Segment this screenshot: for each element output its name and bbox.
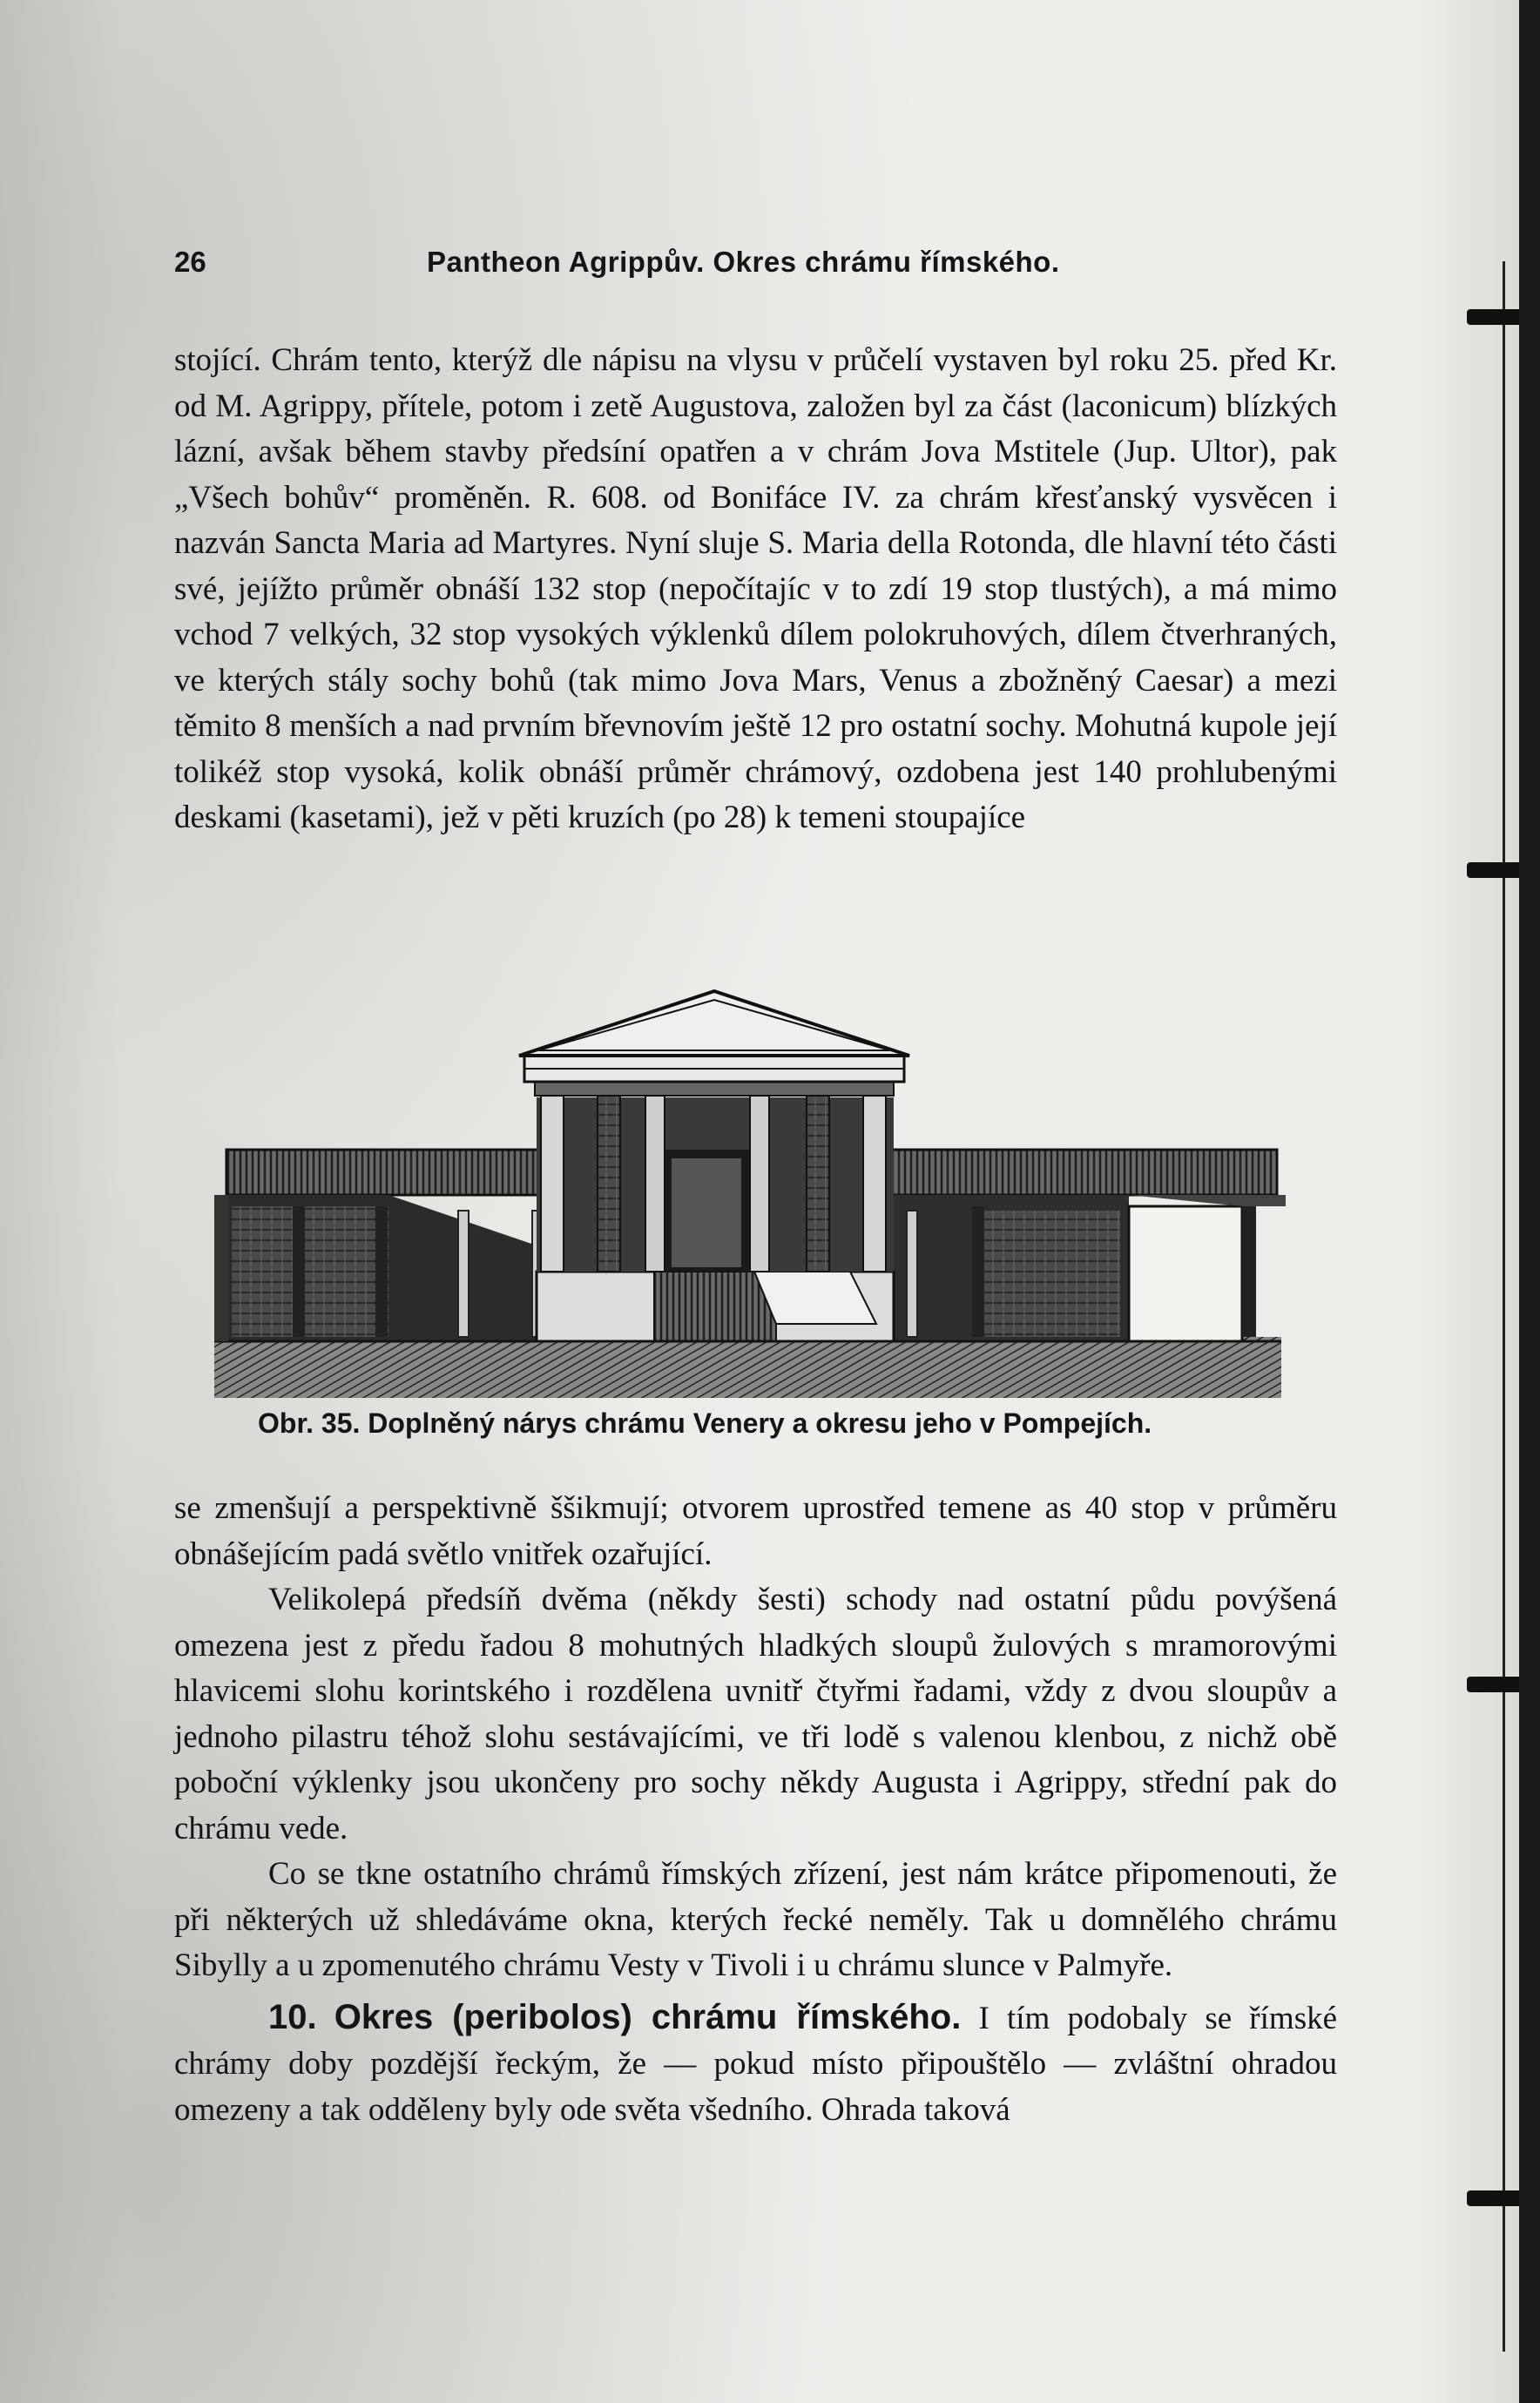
- figure-caption: Obr. 35. Doplněný nárys chrámu Venery a okresu jeho v Pompejích.: [258, 1407, 1152, 1439]
- page-tab-mark: [1467, 862, 1519, 878]
- page-tab-mark: [1467, 2190, 1519, 2206]
- section-text: I tím podobaly se římské chrámy doby pozdější řeckým, že — pokud místo připouštělo — zvláštní ohradou omezeny a tak odděleny byly ode světa všedního. Ohrada taková: [174, 2000, 1338, 2128]
- running-title: Pantheon Agrippův. Okres chrámu římského.: [427, 246, 1060, 278]
- page-header: [174, 246, 1341, 287]
- page-edge-line: [1503, 261, 1505, 2352]
- paragraph: stojící. Chrám tento, kterýž dle nápisu na vlysu v průčelí vystaven byl roku 25. před Kr. od M. Agrippy, přítele, potom i zetě Augustova, založen byl za část (laconicum) blízkých lázní, avšak během stavby předsíní opatřen a v chrám Jova Mstitele (Jup. Ultor), pak „Všech bohův“ proměněn. R. 608. od Bonifáce IV. za chrám křesťanský vysvěcen i nazván Sancta Maria ad Martyres. Nyní sluje S. Maria della Rotonda, dle hlavní této části své, jejížto průměr obnáší 132 stop (nepočítajíc v to zdí 19 stop tlustých), a má mimo vchod 7 velkých, 32 stop vysokých výklenků dílem polokruhových, dílem čtverhraných, ve kterých stály sochy bohů (tak mimo Jova Mars, Venus a zbožněný Caesar) a mezi těmito 8 menších a nad prvním břevnovím ještě 12 pro ostatní sochy. Mohutná kupole její tolikéž stop vysoká, kolik obnáší průměr chrámový, ozdobena jest 140 prohlubenými deskami (kasetami), jež v pěti kruzích (po 28) k temeni stoupajíce: [174, 342, 1337, 835]
- section-title: Okres (peribolos) chrámu římského.: [334, 1997, 962, 2036]
- section-paragraph: [174, 1995, 1337, 2134]
- section-number: 10.: [268, 1997, 317, 2036]
- body-text-bottom: [174, 1486, 1337, 2133]
- page-number: 26: [174, 246, 206, 278]
- paragraph: Velikolepá předsíň dvěma (někdy šesti) schody nad ostatní půdu povýšená omezena jest z předu řadou 8 mohutných hladkých sloupů žulových s mramorovými hlavicemi slohu korintského i rozdělena uvnitř čtyřmi řadami, vždy z dvou sloupův a jednoho pilastru téhož slohu sestávajícími, ve tři lodě s valenou klenbou, z nichž obě poboční výklenky jsou ukončeny pro sochy někdy Augusta i Agrippy, střední pak do chrámu vede.: [174, 1582, 1337, 1846]
- temple-elevation-figure: [214, 984, 1286, 1402]
- page-tab-mark: [1467, 309, 1519, 325]
- body-text-top: [174, 338, 1337, 841]
- paragraph: Co se tkne ostatního chrámů římských zřízení, jest nám krátce připomenouti, že při některých už shledáváme okna, kterých řecké neměly. Tak u domnělého chrámu Sibylly a u zpomenutého chrámu Vesty v Tivoli i u chrámu slunce v Palmyře.: [174, 1856, 1337, 1983]
- paragraph: se zmenšují a perspektivně ššikmují; otvorem uprostřed temene as 40 stop v průměru obnášejícím padá světlo vnitřek ozařující.: [174, 1490, 1337, 1572]
- temple-elevation-drawing: [214, 984, 1286, 1402]
- page-edge-shadow: [1519, 0, 1540, 2403]
- page-tab-mark: [1467, 1677, 1519, 1692]
